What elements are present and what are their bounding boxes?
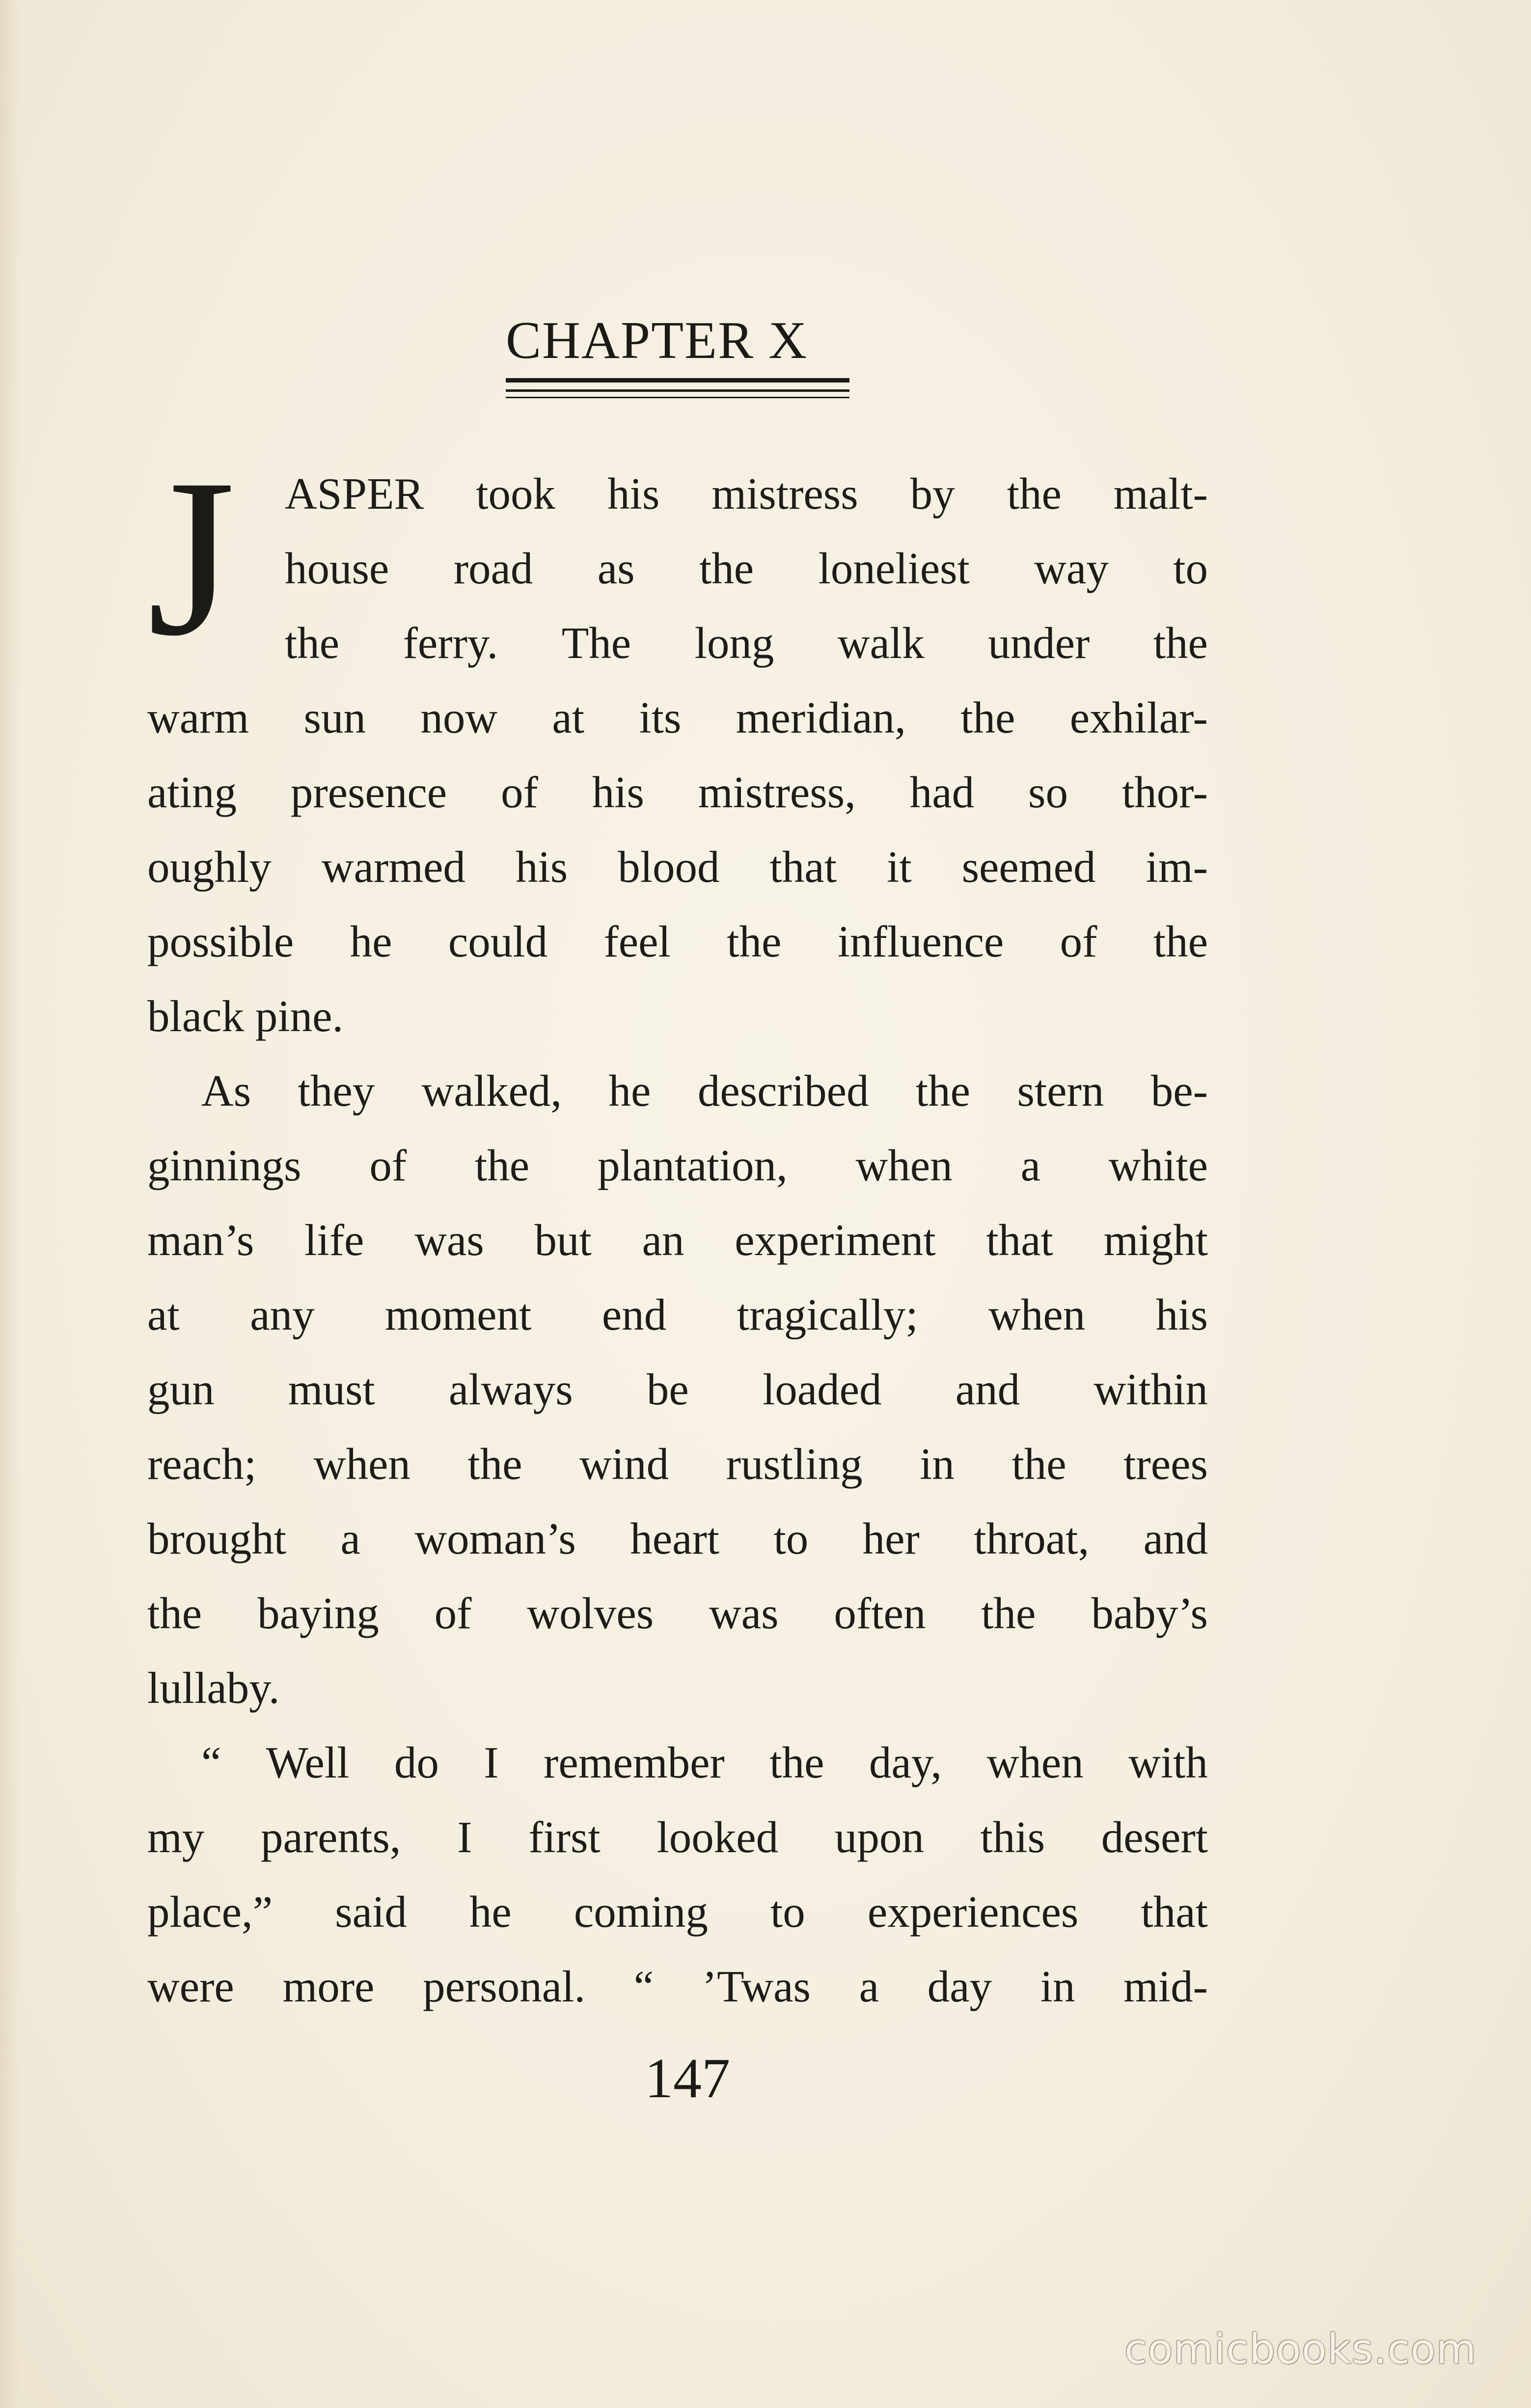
word: had	[909, 767, 975, 817]
word: parents,	[260, 1812, 401, 1862]
word: the	[960, 693, 1015, 742]
text-line	[147, 830, 1208, 904]
word: described	[697, 1066, 869, 1116]
word: experiences	[867, 1887, 1079, 1937]
word: the	[727, 917, 782, 966]
word: seemed	[961, 842, 1096, 892]
word: when	[986, 1738, 1084, 1787]
word: the	[147, 1588, 202, 1638]
word: it	[887, 842, 912, 892]
word: the	[981, 1588, 1036, 1638]
word: sun	[303, 693, 366, 742]
word: warmed	[321, 842, 465, 892]
word: plantation,	[598, 1141, 788, 1190]
word: throat,	[974, 1514, 1090, 1563]
text-line	[147, 531, 1208, 606]
word: personal.	[423, 1962, 586, 2011]
word: that	[1141, 1887, 1208, 1937]
word: often	[834, 1588, 926, 1638]
chapter-heading: CHAPTER X	[506, 311, 808, 370]
watermark-text: comicbooks.com	[1124, 2325, 1477, 2373]
word: As	[201, 1066, 251, 1116]
word: they	[298, 1066, 375, 1116]
text-line: lullaby.	[147, 1663, 280, 1713]
word: influence	[837, 917, 1004, 966]
word: in	[1040, 1962, 1075, 2011]
word: baby’s	[1091, 1588, 1208, 1638]
word: house	[285, 544, 389, 593]
text-line	[147, 1875, 1208, 1949]
word: meridian,	[736, 693, 906, 742]
word: day	[927, 1962, 992, 2011]
word: woman’s	[414, 1514, 576, 1563]
word: his	[607, 469, 660, 519]
word: first	[528, 1812, 601, 1862]
word: be-	[1150, 1066, 1208, 1116]
word: possible	[147, 917, 294, 966]
word: and	[955, 1365, 1020, 1414]
word: when	[313, 1439, 410, 1489]
word: a	[859, 1962, 879, 2011]
word: ASPER	[285, 469, 424, 519]
word: more	[282, 1962, 375, 2011]
word: the	[1012, 1439, 1066, 1489]
word: by	[910, 469, 955, 519]
heading-rule-thin	[506, 397, 849, 398]
word: malt-	[1113, 469, 1208, 519]
text-line	[147, 755, 1208, 830]
word: when	[988, 1290, 1086, 1340]
word: life	[304, 1215, 364, 1265]
word: when	[855, 1141, 953, 1190]
word: of	[369, 1141, 407, 1190]
page-number: 147	[645, 2047, 730, 2110]
word: presence	[290, 767, 447, 817]
word: the	[769, 1738, 824, 1787]
word: always	[448, 1365, 573, 1414]
body-text	[147, 457, 1208, 2024]
text-line	[147, 1502, 1208, 1576]
word: his	[592, 767, 644, 817]
word: the	[285, 618, 340, 668]
word: the	[1153, 618, 1208, 668]
text-line	[147, 904, 1208, 979]
word: as	[597, 544, 635, 593]
word: so	[1028, 767, 1068, 817]
word: upon	[834, 1812, 924, 1862]
word: way	[1034, 544, 1109, 593]
word: the	[1153, 917, 1208, 966]
word: walked,	[421, 1066, 562, 1116]
word: coming	[574, 1887, 708, 1937]
word: my	[147, 1812, 205, 1862]
word: at	[147, 1290, 180, 1340]
word: now	[420, 693, 498, 742]
word: I	[457, 1812, 472, 1862]
page-edge-shading	[0, 0, 20, 2408]
word: her	[862, 1514, 920, 1563]
word: oughly	[147, 842, 272, 892]
word: under	[988, 618, 1090, 668]
word: do	[394, 1738, 439, 1787]
word: desert	[1101, 1812, 1208, 1862]
word: Well	[266, 1738, 350, 1787]
text-line	[147, 1203, 1208, 1278]
heading-rule-medium	[506, 389, 849, 392]
word: his	[515, 842, 568, 892]
word: moment	[385, 1290, 532, 1340]
word: blood	[618, 842, 720, 892]
word: to	[773, 1514, 809, 1563]
text-line	[147, 1278, 1208, 1352]
word: remember	[544, 1738, 725, 1787]
word: man’s	[147, 1215, 254, 1265]
text-line	[147, 1576, 1208, 1651]
word: looked	[656, 1812, 779, 1862]
word: he	[469, 1887, 512, 1937]
word: thor-	[1121, 767, 1208, 817]
word: ferry.	[403, 618, 498, 668]
drop-cap-letter: J	[147, 432, 236, 683]
word: its	[639, 693, 682, 742]
heading-rule-thick	[506, 378, 849, 383]
word: but	[534, 1215, 592, 1265]
word: to	[770, 1887, 805, 1937]
word: must	[288, 1365, 375, 1414]
word: heart	[630, 1514, 720, 1563]
word: were	[147, 1962, 234, 2011]
word: he	[350, 917, 392, 966]
word: brought	[147, 1514, 287, 1563]
word: took	[476, 469, 556, 519]
word: ginnings	[147, 1141, 301, 1190]
word: mistress,	[698, 767, 856, 817]
word: baying	[257, 1588, 379, 1638]
word: trees	[1123, 1439, 1208, 1489]
word: his	[1155, 1290, 1208, 1340]
word: a	[340, 1514, 360, 1563]
word: long	[694, 618, 774, 668]
word: feel	[603, 917, 671, 966]
text-line: black pine.	[147, 991, 344, 1041]
word: this	[980, 1812, 1045, 1862]
word: place,”	[147, 1887, 273, 1937]
word: loaded	[762, 1365, 882, 1414]
word: tragically;	[737, 1290, 918, 1340]
word: was	[414, 1215, 484, 1265]
word: “	[201, 1738, 221, 1787]
word: of	[1060, 917, 1097, 966]
word: he	[608, 1066, 651, 1116]
word: im-	[1146, 842, 1208, 892]
word: ’Twas	[702, 1962, 811, 2011]
word: and	[1143, 1514, 1208, 1563]
word: I	[484, 1738, 499, 1787]
text-line	[147, 1725, 1208, 1800]
word: at	[552, 693, 585, 742]
word: white	[1108, 1141, 1208, 1190]
word: walk	[837, 618, 925, 668]
word: that	[769, 842, 837, 892]
word: experiment	[735, 1215, 936, 1265]
word: The	[561, 618, 631, 668]
word: road	[453, 544, 533, 593]
word: to	[1173, 544, 1208, 593]
word: end	[601, 1290, 667, 1340]
word: the	[475, 1141, 530, 1190]
word: could	[448, 917, 548, 966]
word: wind	[579, 1439, 669, 1489]
word: said	[335, 1887, 407, 1937]
text-line	[147, 1352, 1208, 1427]
word: the	[1007, 469, 1062, 519]
word: of	[434, 1588, 472, 1638]
text-line	[147, 1427, 1208, 1502]
word: a	[1020, 1141, 1040, 1190]
word: ating	[147, 767, 237, 817]
text-line	[147, 1949, 1208, 2024]
text-line	[147, 457, 1208, 531]
word: gun	[147, 1365, 215, 1414]
text-line	[147, 1800, 1208, 1875]
word: mistress	[711, 469, 858, 519]
text-line	[147, 1054, 1208, 1128]
word: in	[920, 1439, 955, 1489]
word: might	[1103, 1215, 1208, 1265]
text-line	[147, 681, 1208, 755]
word: rustling	[726, 1439, 863, 1489]
word: the	[467, 1439, 522, 1489]
word: reach;	[147, 1439, 257, 1489]
word: the	[699, 544, 754, 593]
word: day,	[869, 1738, 942, 1787]
word: mid-	[1123, 1962, 1208, 2011]
word: with	[1128, 1738, 1208, 1787]
text-line	[147, 606, 1208, 681]
word: “	[633, 1962, 654, 2011]
text-line	[147, 1128, 1208, 1203]
word: was	[709, 1588, 779, 1638]
word: within	[1094, 1365, 1208, 1414]
word: be	[646, 1365, 689, 1414]
word: loneliest	[818, 544, 970, 593]
word: that	[986, 1215, 1053, 1265]
word: any	[250, 1290, 315, 1340]
word: an	[642, 1215, 684, 1265]
word: the	[915, 1066, 971, 1116]
word: warm	[147, 693, 249, 742]
word: of	[501, 767, 538, 817]
word: stern	[1017, 1066, 1104, 1116]
word: wolves	[527, 1588, 654, 1638]
word: exhilar-	[1069, 693, 1208, 742]
